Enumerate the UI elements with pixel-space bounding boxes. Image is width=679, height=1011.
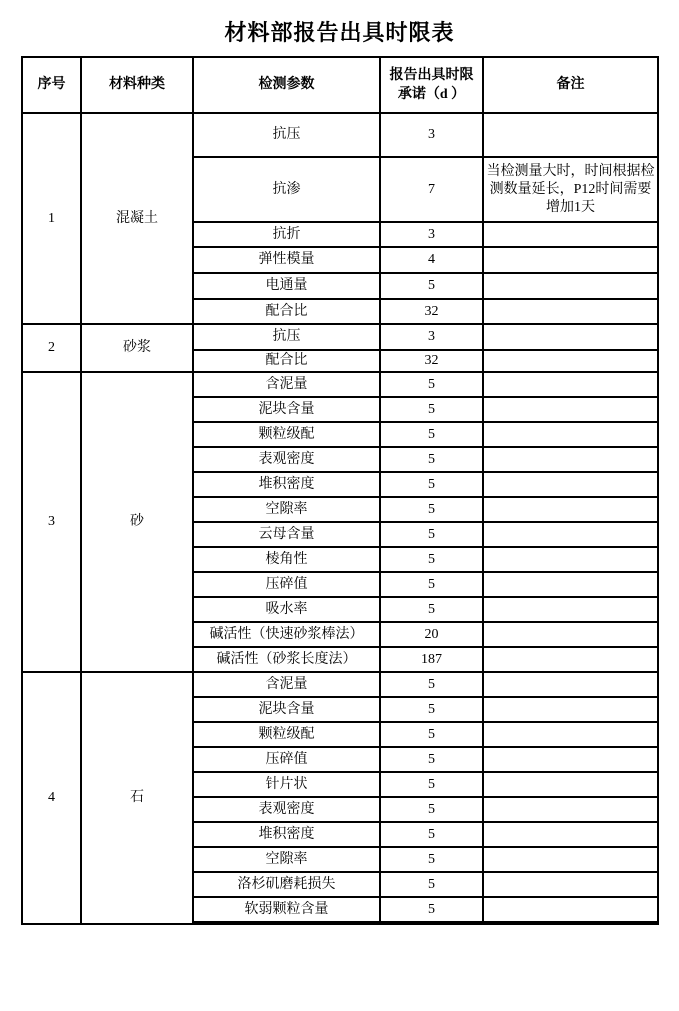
cell-remark — [483, 497, 658, 522]
cell-remark — [483, 897, 658, 922]
cell-material: 砂浆 — [81, 324, 193, 372]
cell-param: 压碎值 — [193, 747, 380, 772]
cell-days: 5 — [380, 522, 483, 547]
cell-days: 5 — [380, 472, 483, 497]
cell-remark: 当检测量大时，时间根据检测数量延长，P12时间需要增加1天 — [483, 157, 658, 222]
cell-remark — [483, 422, 658, 447]
cell-param: 含泥量 — [193, 672, 380, 697]
cell-material: 砂 — [81, 372, 193, 672]
header-remark: 备注 — [483, 57, 658, 113]
cell-index: 3 — [22, 372, 81, 672]
cell-param: 抗折 — [193, 222, 380, 247]
cell-index: 2 — [22, 324, 81, 372]
cutoff-cell — [193, 922, 380, 924]
cell-days: 5 — [380, 572, 483, 597]
cell-param: 抗压 — [193, 324, 380, 350]
cell-remark — [483, 222, 658, 247]
table-row — [22, 324, 658, 350]
cell-days: 20 — [380, 622, 483, 647]
cell-days: 5 — [380, 672, 483, 697]
cell-days: 5 — [380, 372, 483, 397]
header-material: 材料种类 — [81, 57, 193, 113]
cell-material: 混凝土 — [81, 113, 193, 324]
cell-remark — [483, 350, 658, 372]
cell-remark — [483, 273, 658, 299]
table-row — [22, 113, 658, 157]
cell-param: 配合比 — [193, 299, 380, 324]
cell-param: 表观密度 — [193, 797, 380, 822]
cell-param: 弹性模量 — [193, 247, 380, 273]
cell-days: 32 — [380, 350, 483, 372]
cell-days: 5 — [380, 547, 483, 572]
cell-remark — [483, 772, 658, 797]
cell-days: 32 — [380, 299, 483, 324]
cell-remark — [483, 672, 658, 697]
cell-days: 5 — [380, 447, 483, 472]
cell-remark — [483, 822, 658, 847]
cell-days: 5 — [380, 797, 483, 822]
cell-remark — [483, 747, 658, 772]
table-row — [22, 372, 658, 397]
cell-remark — [483, 299, 658, 324]
cell-days: 3 — [380, 222, 483, 247]
cell-remark — [483, 447, 658, 472]
table-row — [22, 672, 658, 697]
cell-param: 含泥量 — [193, 372, 380, 397]
cell-days: 5 — [380, 772, 483, 797]
cell-param: 针片状 — [193, 772, 380, 797]
cell-remark — [483, 472, 658, 497]
cell-param: 电通量 — [193, 273, 380, 299]
report-table — [21, 56, 659, 925]
cell-days: 5 — [380, 697, 483, 722]
cell-days: 3 — [380, 113, 483, 157]
cell-remark — [483, 324, 658, 350]
cell-param: 空隙率 — [193, 497, 380, 522]
cutoff-cell — [380, 922, 483, 924]
report-table-container — [21, 56, 659, 925]
header-row — [22, 57, 658, 113]
cell-remark — [483, 397, 658, 422]
cell-remark — [483, 722, 658, 747]
cell-remark — [483, 647, 658, 672]
cell-remark — [483, 797, 658, 822]
cell-days: 5 — [380, 847, 483, 872]
cell-remark — [483, 113, 658, 157]
cutoff-cell — [483, 922, 658, 924]
cell-param: 碱活性（快速砂浆棒法） — [193, 622, 380, 647]
cell-param: 泥块含量 — [193, 697, 380, 722]
cell-material: 石 — [81, 672, 193, 924]
cell-remark — [483, 872, 658, 897]
cell-param: 堆积密度 — [193, 822, 380, 847]
cell-days: 5 — [380, 422, 483, 447]
cell-param: 抗压 — [193, 113, 380, 157]
cell-index: 1 — [22, 113, 81, 324]
cell-days: 5 — [380, 273, 483, 299]
cell-days: 5 — [380, 497, 483, 522]
cell-days: 187 — [380, 647, 483, 672]
cell-remark — [483, 572, 658, 597]
cell-param: 抗渗 — [193, 157, 380, 222]
cell-days: 5 — [380, 597, 483, 622]
cell-param: 洛杉矶磨耗损失 — [193, 872, 380, 897]
cell-days: 5 — [380, 722, 483, 747]
cell-remark — [483, 522, 658, 547]
cell-param: 颗粒级配 — [193, 722, 380, 747]
cell-remark — [483, 847, 658, 872]
cell-param: 配合比 — [193, 350, 380, 372]
header-parameter: 检测参数 — [193, 57, 380, 113]
header-index: 序号 — [22, 57, 81, 113]
page-title: 材料部报告出具时限表 — [224, 20, 455, 45]
cell-param: 棱角性 — [193, 547, 380, 572]
cell-days: 7 — [380, 157, 483, 222]
cell-days: 5 — [380, 822, 483, 847]
cell-remark — [483, 697, 658, 722]
cell-param: 泥块含量 — [193, 397, 380, 422]
header-deadline-text: 报告出具时限承诺（d ） — [389, 68, 474, 102]
cell-param: 碱活性（砂浆长度法） — [193, 647, 380, 672]
cell-param: 堆积密度 — [193, 472, 380, 497]
cell-param: 颗粒级配 — [193, 422, 380, 447]
cell-param: 软弱颗粒含量 — [193, 897, 380, 922]
cell-days: 5 — [380, 897, 483, 922]
cell-remark — [483, 547, 658, 572]
cell-remark — [483, 372, 658, 397]
cell-index: 4 — [22, 672, 81, 924]
cell-days: 5 — [380, 747, 483, 772]
header-deadline — [380, 57, 483, 113]
cell-remark — [483, 622, 658, 647]
cell-param: 吸水率 — [193, 597, 380, 622]
cell-days: 4 — [380, 247, 483, 273]
cell-param: 空隙率 — [193, 847, 380, 872]
cell-param: 压碎值 — [193, 572, 380, 597]
cell-param: 云母含量 — [193, 522, 380, 547]
cell-days: 5 — [380, 872, 483, 897]
cell-days: 3 — [380, 324, 483, 350]
cell-days: 5 — [380, 397, 483, 422]
cell-remark — [483, 247, 658, 273]
cell-param: 表观密度 — [193, 447, 380, 472]
cell-remark — [483, 597, 658, 622]
